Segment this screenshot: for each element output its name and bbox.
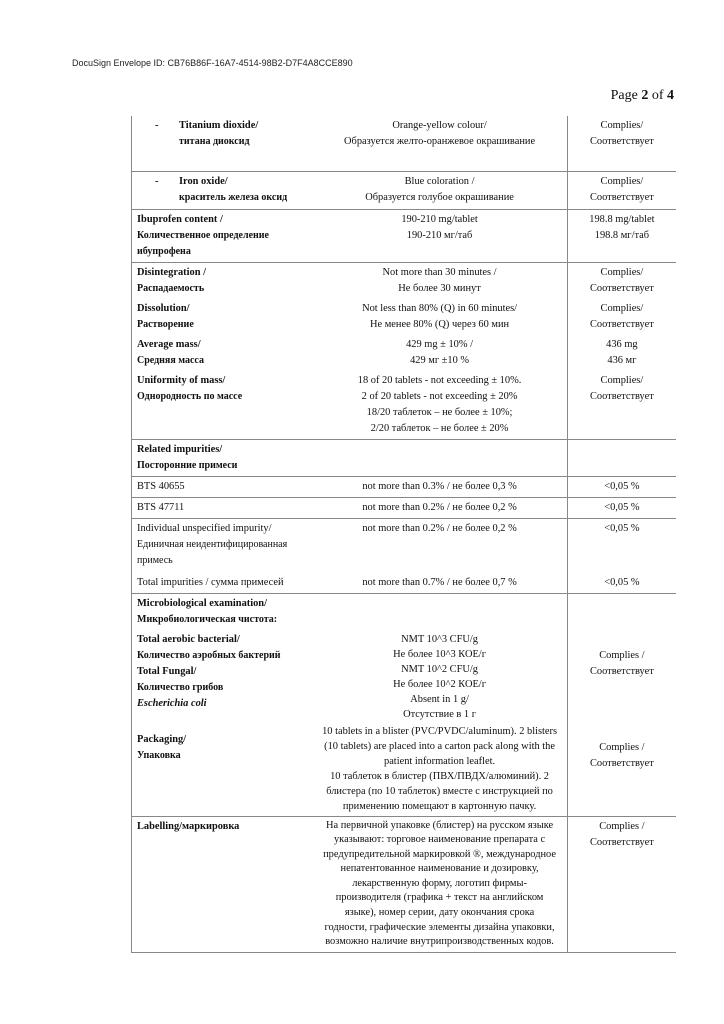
uniformity-spec-1: 18 of 20 tablets - not exceeding ± 10%. — [357, 374, 522, 386]
total-spec: not more than 0.7% / не более 0,7 % — [362, 576, 517, 588]
table-row-iron-oxide — [132, 171, 677, 209]
dissolution-name-ru: Растворение — [137, 318, 194, 330]
micro-title-ru: Микробиологическая чистота: — [137, 613, 278, 625]
iron-spec-ru: Образуется голубое окрашивание — [365, 191, 514, 203]
micro-title-en: Microbiological examination/ — [137, 597, 267, 609]
ibuprofen-result-ru: 198.8 мг/таб — [594, 229, 650, 241]
total-result: <0,05 % — [604, 576, 640, 588]
total-name: Total impurities / сумма примесей — [137, 576, 284, 588]
iron-result-ru: Соответствует — [590, 191, 654, 203]
table-row-physical-tests — [132, 262, 677, 439]
table-row-labelling — [132, 816, 677, 952]
disintegration-name-en: Disintegration / — [137, 266, 206, 278]
table-row-bts-47711 — [132, 497, 677, 518]
aerobic-spec-ru: Не более 10^3 КОЕ/г — [393, 648, 486, 660]
individual-result: <0,05 % — [604, 522, 640, 534]
uniformity-spec-4: 2/20 таблеток – не более ± 20% — [370, 422, 509, 434]
dissolution-result-en: Complies/ — [600, 302, 644, 314]
page-prefix: Page — [610, 88, 642, 103]
dissolution-result-ru: Соответствует — [590, 318, 654, 330]
related-name-en: Related impurities/ — [137, 443, 223, 455]
page-current: 2 — [641, 88, 649, 103]
disintegration-result-en: Complies/ — [600, 266, 644, 278]
docusign-envelope-id: DocuSign Envelope ID: CB76B86F-16A7-4514-98B2-D7F4A8CCE890 — [72, 58, 353, 68]
aerobic-name-en: Total aerobic bacterial/ — [137, 633, 240, 645]
ibuprofen-result-en: 198.8 mg/tablet — [589, 213, 655, 225]
ibuprofen-name-en: Ibuprofen content / — [137, 213, 223, 225]
related-name-ru: Посторонние примеси — [137, 459, 238, 471]
disintegration-name-ru: Распадаемость — [137, 282, 205, 294]
table-row-related-impurities — [132, 439, 677, 476]
titanium-name-en: Titanium dioxide/ — [179, 120, 259, 131]
individual-name-en: Individual unspecified impurity/ — [137, 522, 272, 534]
packaging-spec-ru: 10 таблеток в блистер (ПВХ/ПВДХ/алюминий). 2 блистера (по 10 таблеток) вместе с инструкцией по применению помещают в картонную пачку. — [326, 770, 553, 812]
specification-table — [131, 116, 676, 953]
uniformity-name-en: Uniformity of mass/ — [137, 374, 226, 386]
table-row-titanium — [132, 116, 677, 171]
ibuprofen-spec-ru: 190-210 мг/таб — [406, 229, 473, 241]
titanium-result-en: Complies/ — [600, 120, 644, 131]
packaging-name-ru: Упаковка — [137, 749, 181, 761]
titanium-spec-ru: Образуется желто-оранжевое окрашивание — [344, 136, 536, 147]
table-row-bts-40655 — [132, 476, 677, 497]
uniformity-spec-2: 2 of 20 tablets - not exceeding ± 20% — [361, 390, 518, 402]
aerobic-spec-en: NMT 10^3 CFU/g — [401, 633, 478, 645]
dash-marker: - — [155, 175, 159, 187]
uniformity-spec-3: 18/20 таблеток – не более ± 10%; — [366, 406, 513, 418]
average-mass-name-ru: Средняя масса — [137, 354, 204, 366]
packaging-name-en: Packaging/ — [137, 733, 187, 745]
table-row-ibuprofen — [132, 209, 677, 262]
dissolution-spec-ru: Не менее 80% (Q) через 60 мин — [370, 318, 510, 330]
bts-40655-name: BTS 40655 — [132, 476, 313, 497]
iron-name-ru: краситель железа оксид — [179, 191, 288, 203]
iron-result-en: Complies/ — [600, 175, 644, 187]
average-mass-result-ru: 436 мг — [607, 354, 637, 366]
bts-40655-spec: not more than 0.3% / не более 0,3 % — [312, 476, 567, 497]
labelling-result-en: Complies / — [599, 820, 645, 832]
ecoli-spec-en: Absent in 1 g/ — [410, 693, 469, 705]
titanium-result-ru: Соответствует — [590, 136, 654, 147]
bts-47711-spec: not more than 0.2% / не более 0,2 % — [312, 497, 567, 518]
labelling-result-ru: Соответствует — [590, 836, 654, 848]
fungal-spec-ru: Не более 10^2 КОЕ/г — [393, 678, 486, 690]
individual-name-ru: Единичная неидентифицированная примесь — [137, 538, 288, 566]
page-number — [611, 88, 674, 104]
micro-result-ru: Соответствует — [590, 665, 654, 677]
table-row-individual-total — [132, 518, 677, 593]
fungal-spec-en: NMT 10^2 CFU/g — [401, 663, 478, 675]
ibuprofen-name-ru: Количественное определение ибупрофена — [137, 229, 269, 257]
titanium-name-ru: титана диоксид — [179, 136, 250, 147]
ecoli-spec-ru: Отсутствие в 1 г — [403, 708, 476, 720]
dissolution-spec-en: Not less than 80% (Q) in 60 minutes/ — [362, 302, 518, 314]
ecoli-name: Escherichia coli — [137, 697, 207, 709]
average-mass-name-en: Average mass/ — [137, 338, 201, 350]
packaging-spec-en: 10 tablets in a blister (PVC/PVDC/aluminum). 2 blisters (10 tablets) are placed into a carton pack along with the patient information leaflet. — [322, 725, 558, 767]
table-row-micro-packaging — [132, 593, 677, 816]
packaging-result-ru: Соответствует — [590, 757, 654, 769]
titanium-spec-en: Orange-yellow colour/ — [392, 120, 487, 131]
dash-marker: - — [155, 120, 159, 131]
ibuprofen-spec-en: 190-210 mg/tablet — [401, 213, 478, 225]
packaging-result-en: Complies / — [599, 741, 645, 753]
aerobic-name-ru: Количество аэробных бактерий — [137, 649, 281, 661]
page-total: 4 — [667, 88, 674, 103]
bts-40655-result: <0,05 % — [567, 476, 676, 497]
uniformity-result-en: Complies/ — [600, 374, 644, 386]
iron-name-en: Iron oxide/ — [179, 175, 228, 187]
labelling-spec: На первичной упаковке (блистер) на русском языке указывают: торговое наименование препарата с предупредительной маркировкой ®, международное непатентованное наименование и дозировку, лекарственную форму, логотип фирмы-производителя (графика + текст на английском языке), номер серии, дату окончания срока годности, графические элементы дизайна упаковки, возможно наличие внутрипроизводственных кодов. — [312, 816, 567, 952]
disintegration-spec-en: Not more than 30 minutes / — [382, 266, 497, 278]
micro-result-en: Complies / — [599, 649, 645, 661]
fungal-name-en: Total Fungal/ — [137, 665, 197, 677]
bts-47711-result: <0,05 % — [567, 497, 676, 518]
disintegration-spec-ru: Не более 30 минут — [398, 282, 481, 294]
average-mass-spec-en: 429 mg ± 10% / — [406, 338, 473, 350]
dissolution-name-en: Dissolution/ — [137, 302, 190, 314]
uniformity-name-ru: Однородность по массе — [137, 390, 243, 402]
labelling-name: Labelling/маркировка — [132, 816, 313, 952]
average-mass-result-en: 436 mg — [606, 338, 638, 350]
fungal-name-ru: Количество грибов — [137, 681, 224, 693]
page-of: of — [648, 88, 667, 103]
individual-spec: not more than 0.2% / не более 0,2 % — [362, 522, 517, 534]
iron-spec-en: Blue coloration / — [404, 175, 475, 187]
average-mass-spec-ru: 429 мг ±10 % — [410, 354, 470, 366]
bts-47711-name: BTS 47711 — [132, 497, 313, 518]
uniformity-result-ru: Соответствует — [590, 390, 654, 402]
disintegration-result-ru: Соответствует — [590, 282, 654, 294]
